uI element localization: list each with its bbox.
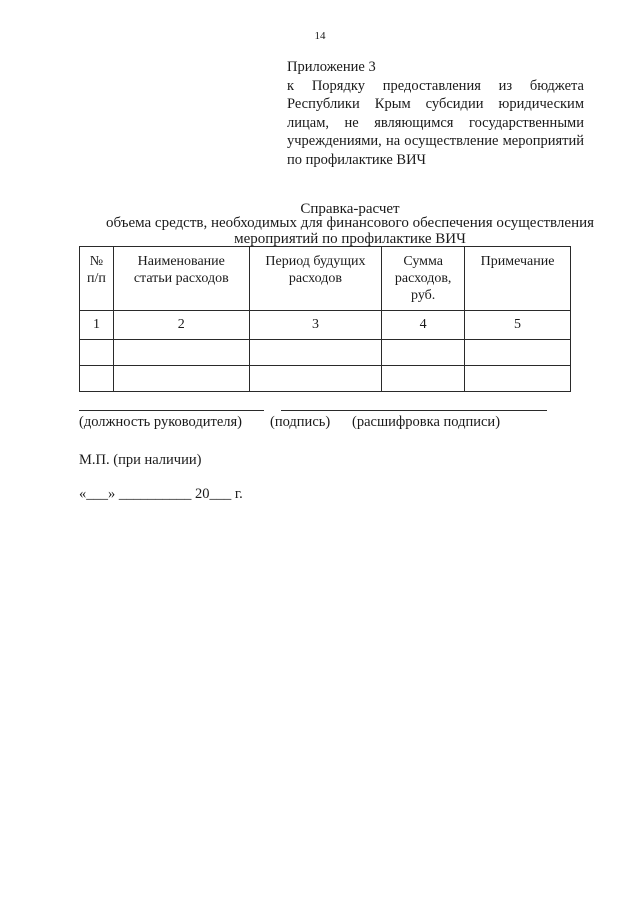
table-cell [80, 340, 114, 366]
appendix-block [287, 58, 584, 169]
header-note: Примечание [465, 247, 571, 311]
position-label: (должность руководителя) [79, 414, 242, 430]
table-header-row [80, 247, 571, 311]
table-row-empty [80, 366, 571, 392]
table-cell [113, 366, 249, 392]
stamp-placeholder: М.П. (при наличии) [79, 452, 202, 468]
table-cell [382, 340, 465, 366]
position-signature-line [79, 410, 264, 411]
table-cell [465, 366, 571, 392]
table-cell [113, 340, 249, 366]
table-cell [249, 366, 382, 392]
signature-decode-line [281, 410, 547, 411]
table-cell: 3 [249, 311, 382, 340]
table-cell [249, 340, 382, 366]
header-amount: Сумма расходов, руб. [382, 247, 465, 311]
table-cell [465, 340, 571, 366]
document-subtitle-line-2: мероприятий по профилактике ВИЧ [234, 231, 466, 247]
signature-label: (подпись) [270, 414, 331, 430]
document-subtitle-line-1: объема средств, необходимых для финансового обеспечения осуществления [105, 215, 595, 231]
table-cell: 1 [80, 311, 114, 340]
page-number: 14 [314, 30, 326, 42]
appendix-title: Приложение 3 [287, 59, 376, 75]
table-cell: 5 [465, 311, 571, 340]
table-cell: 4 [382, 311, 465, 340]
date-placeholder: «___» __________ 20___ г. [79, 486, 243, 502]
table-row-empty [80, 340, 571, 366]
header-number: № п/п [80, 247, 114, 311]
signature-labels [79, 414, 500, 431]
document-title: Справка-расчет [300, 201, 400, 217]
header-expense-name: Наименование статьи расходов [113, 247, 249, 311]
table-cell [382, 366, 465, 392]
signature-decode-label: (расшифровка подписи) [352, 414, 501, 430]
calculation-table [79, 246, 571, 392]
header-period: Период будущих расходов [249, 247, 382, 311]
appendix-body: к Порядку предоставления из бюджета Республики Крым субсидии юридическим лицам, не являющимся государственными учреждениями, на осуществление мероприятий по профилактике ВИЧ [287, 77, 584, 168]
table-cell [80, 366, 114, 392]
table-cell: 2 [113, 311, 249, 340]
table-row-column-numbers [80, 311, 571, 340]
